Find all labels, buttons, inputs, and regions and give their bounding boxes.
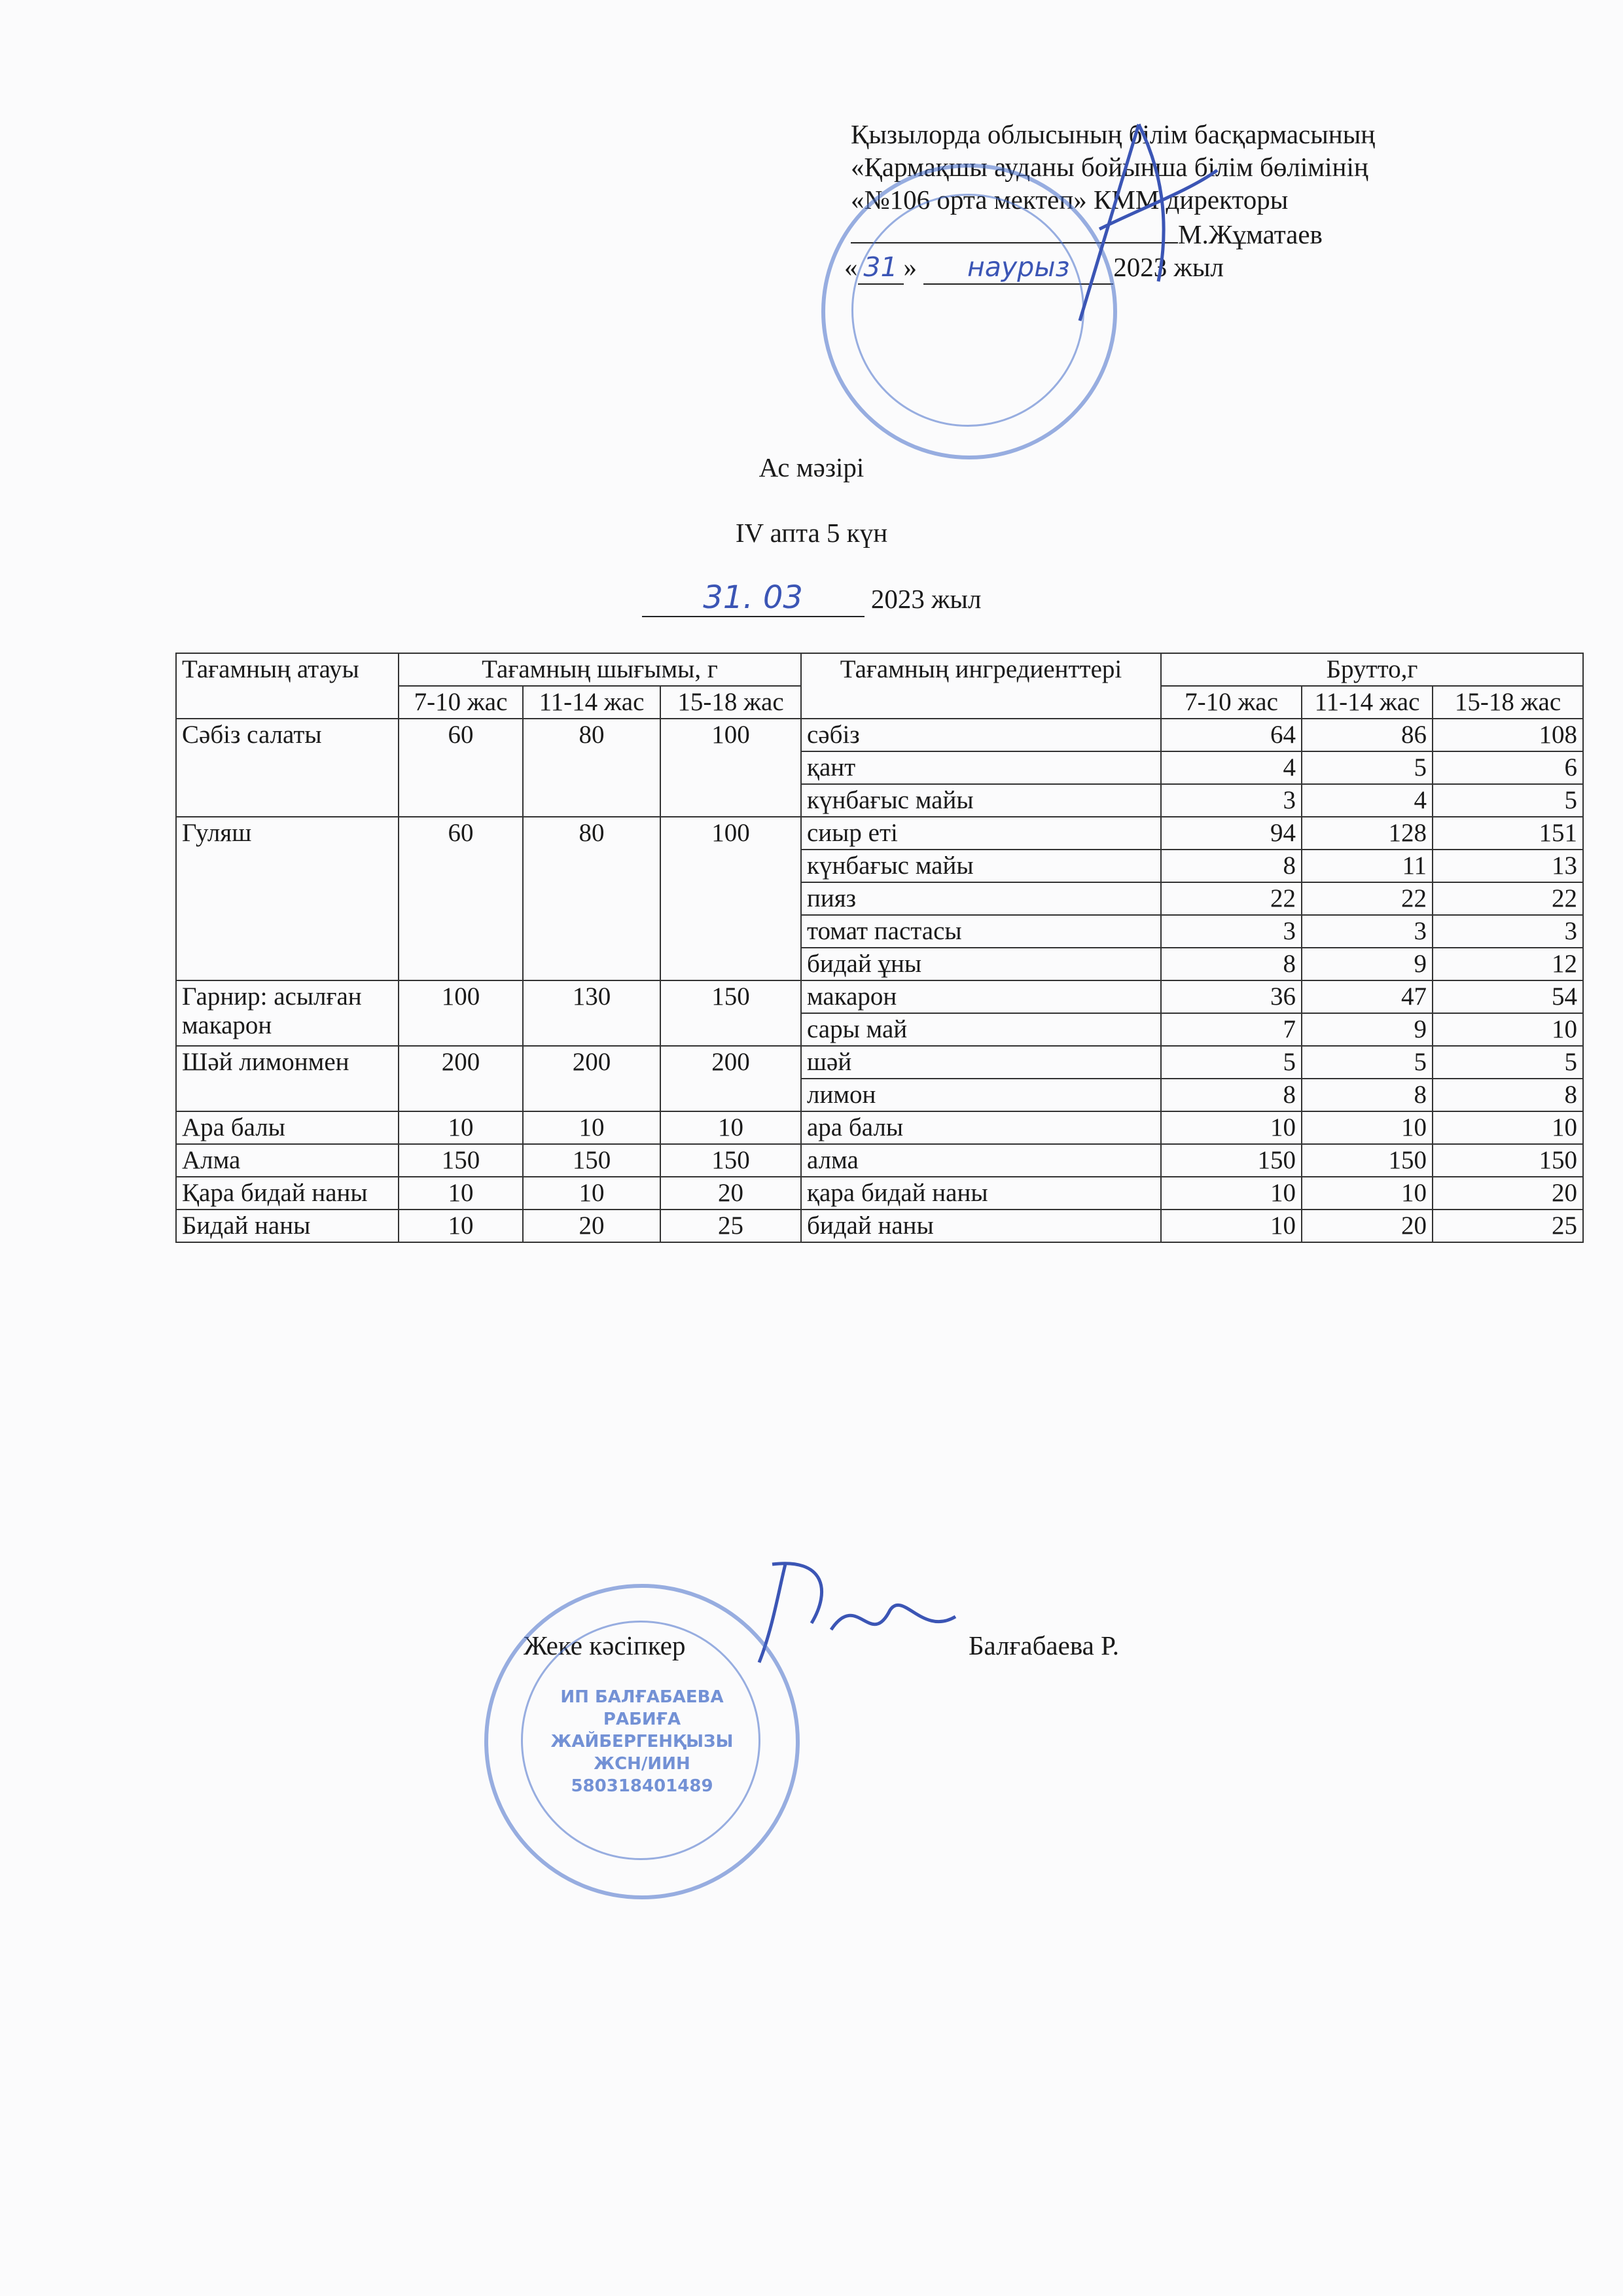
ingredient-brutto: 8 (1161, 850, 1302, 882)
ingredient-name: томат пастасы (801, 915, 1161, 948)
ingredient-brutto: 94 (1161, 817, 1302, 850)
dish-name: Бидай наны (176, 1210, 399, 1242)
menu-table (175, 653, 1584, 1243)
dish-output: 150 (399, 1144, 523, 1177)
date-quote-close: » (903, 252, 917, 282)
ingredient-brutto: 5 (1433, 1046, 1583, 1079)
ingredient-brutto: 5 (1433, 784, 1583, 817)
dish-output: 10 (399, 1111, 523, 1144)
ingredient-brutto: 128 (1302, 817, 1433, 850)
ingredient-brutto: 12 (1433, 948, 1583, 980)
footer-name: Балғабаева Р. (969, 1630, 1120, 1660)
ingredient-brutto: 54 (1433, 980, 1583, 1013)
ingredient-brutto: 8 (1433, 1079, 1583, 1111)
ingredient-brutto: 22 (1302, 882, 1433, 915)
ingredient-brutto: 10 (1161, 1177, 1302, 1210)
header-output-age-15-18: 15-18 жас (660, 686, 801, 719)
dish-output: 60 (399, 817, 523, 980)
director-name: М.Жұматаев (1178, 219, 1323, 249)
ingredient-brutto: 3 (1302, 915, 1433, 948)
entrepreneur-stamp-text: ИП БАЛҒАБАЕВА РАБИҒА ЖАЙБЕРГЕНҚЫЗЫ ЖСН/ИИН 580318401489 (550, 1687, 734, 1796)
date-quote-open: « (844, 252, 858, 282)
ingredient-brutto: 150 (1161, 1144, 1302, 1177)
dish-output: 20 (660, 1177, 801, 1210)
table-header-row (176, 653, 1583, 686)
approval-line-3: «№106 орта мектеп» КММ директоры (851, 185, 1289, 215)
table-row (176, 1210, 1583, 1242)
dish-output: 200 (660, 1046, 801, 1111)
ingredient-brutto: 13 (1433, 850, 1583, 882)
ingredient-brutto: 108 (1433, 719, 1583, 751)
ingredient-name: қара бидай наны (801, 1177, 1161, 1210)
ingredient-brutto: 86 (1302, 719, 1433, 751)
approval-line-1: Қызылорда облысының білім басқармасының (851, 119, 1376, 149)
approval-year: 2023 жыл (1113, 252, 1224, 282)
ingredient-name: ара балы (801, 1111, 1161, 1144)
header-output: Тағамның шығымы, г (399, 653, 801, 686)
ingredient-brutto: 20 (1433, 1177, 1583, 1210)
dish-output: 100 (660, 817, 801, 980)
ingredient-brutto: 10 (1433, 1111, 1583, 1144)
week-day-label: IV апта 5 күн (735, 518, 888, 548)
dish-output: 150 (523, 1144, 660, 1177)
dish-name: Гарнир: асылған макарон (176, 980, 399, 1046)
ingredient-name: сәбіз (801, 719, 1161, 751)
dish-output: 10 (399, 1177, 523, 1210)
ingredient-name: лимон (801, 1079, 1161, 1111)
dish-output: 80 (523, 719, 660, 817)
dish-output: 10 (399, 1210, 523, 1242)
header-brutto-age-7-10: 7-10 жас (1161, 686, 1302, 719)
header-output-age-7-10: 7-10 жас (399, 686, 523, 719)
ingredient-brutto: 47 (1302, 980, 1433, 1013)
table-row (176, 1046, 1583, 1079)
ingredient-brutto: 3 (1161, 915, 1302, 948)
dish-output: 100 (660, 719, 801, 817)
ingredient-name: макарон (801, 980, 1161, 1013)
ingredient-brutto: 11 (1302, 850, 1433, 882)
ingredient-brutto: 9 (1302, 948, 1433, 980)
dish-output: 10 (523, 1111, 660, 1144)
ingredient-brutto: 22 (1433, 882, 1583, 915)
ingredient-name: сиыр еті (801, 817, 1161, 850)
dish-output: 20 (523, 1210, 660, 1242)
ingredient-brutto: 5 (1302, 1046, 1433, 1079)
menu-date-handwritten: 31. 03 (642, 579, 865, 617)
table-row (176, 1177, 1583, 1210)
menu-date (0, 579, 1623, 617)
ingredient-brutto: 5 (1161, 1046, 1302, 1079)
dish-output: 10 (660, 1111, 801, 1144)
ingredient-name: бидай наны (801, 1210, 1161, 1242)
ingredient-brutto: 8 (1161, 1079, 1302, 1111)
entrepreneur-stamp (484, 1584, 800, 1899)
dish-output: 10 (523, 1177, 660, 1210)
ingredient-brutto: 36 (1161, 980, 1302, 1013)
dish-output: 200 (399, 1046, 523, 1111)
ingredient-name: шәй (801, 1046, 1161, 1079)
ingredient-brutto: 151 (1433, 817, 1583, 850)
ingredient-brutto: 3 (1161, 784, 1302, 817)
ingredient-name: алма (801, 1144, 1161, 1177)
ingredient-brutto: 8 (1161, 948, 1302, 980)
approval-day: 31 (858, 251, 904, 285)
dish-name: Ара балы (176, 1111, 399, 1144)
ingredient-brutto: 22 (1161, 882, 1302, 915)
ingredient-name: бидай ұны (801, 948, 1161, 980)
dish-output: 150 (660, 1144, 801, 1177)
ingredient-brutto: 9 (1302, 1013, 1433, 1046)
table-row (176, 817, 1583, 850)
ingredient-brutto: 10 (1302, 1111, 1433, 1144)
ingredient-brutto: 5 (1302, 751, 1433, 784)
table-row (176, 719, 1583, 751)
header-brutto-age-11-14: 11-14 жас (1302, 686, 1433, 719)
ingredient-brutto: 10 (1161, 1210, 1302, 1242)
footer-role: Жеке кәсіпкер (524, 1630, 686, 1660)
approval-month: наурыз (923, 251, 1113, 285)
ingredient-brutto: 4 (1161, 751, 1302, 784)
ingredient-brutto: 7 (1161, 1013, 1302, 1046)
table-row (176, 980, 1583, 1013)
dish-output: 80 (523, 817, 660, 980)
ingredient-brutto: 10 (1302, 1177, 1433, 1210)
ingredient-brutto: 3 (1433, 915, 1583, 948)
dish-name: Қара бидай наны (176, 1177, 399, 1210)
ingredient-brutto: 4 (1302, 784, 1433, 817)
dish-name: Гуляш (176, 817, 399, 980)
ingredient-name: күнбағыс майы (801, 784, 1161, 817)
ingredient-name: сары май (801, 1013, 1161, 1046)
menu-date-year: 2023 жыл (870, 584, 982, 614)
dish-output: 150 (660, 980, 801, 1046)
ingredient-brutto: 150 (1302, 1144, 1433, 1177)
menu-table-body (176, 719, 1583, 1242)
header-dish-name: Тағамның атауы (176, 653, 399, 719)
ingredient-brutto: 150 (1433, 1144, 1583, 1177)
ingredient-name: қант (801, 751, 1161, 784)
ingredient-name: күнбағыс майы (801, 850, 1161, 882)
dish-output: 200 (523, 1046, 660, 1111)
ingredient-brutto: 10 (1433, 1013, 1583, 1046)
header-brutto-age-15-18: 15-18 жас (1433, 686, 1583, 719)
approval-line-2: «Қармақшы ауданы бойынша білім бөлімінің (851, 152, 1368, 182)
ingredient-brutto: 6 (1433, 751, 1583, 784)
dish-output: 130 (523, 980, 660, 1046)
ingredient-brutto: 10 (1161, 1111, 1302, 1144)
ingredient-brutto: 8 (1302, 1079, 1433, 1111)
dish-name: Алма (176, 1144, 399, 1177)
page-title: Ас мәзірі (758, 452, 865, 482)
table-row (176, 1144, 1583, 1177)
ingredient-brutto: 20 (1302, 1210, 1433, 1242)
ingredient-brutto: 64 (1161, 719, 1302, 751)
dish-output: 25 (660, 1210, 801, 1242)
dish-output: 100 (399, 980, 523, 1046)
dish-name: Шәй лимонмен (176, 1046, 399, 1111)
school-stamp-inner-ring (851, 194, 1084, 427)
director-signature (1060, 111, 1230, 327)
ingredient-brutto: 25 (1433, 1210, 1583, 1242)
header-ingredients: Тағамның ингредиенттері (801, 653, 1161, 719)
table-row (176, 1111, 1583, 1144)
dish-output: 60 (399, 719, 523, 817)
header-output-age-11-14: 11-14 жас (523, 686, 660, 719)
ingredient-name: пияз (801, 882, 1161, 915)
header-brutto: Брутто,г (1161, 653, 1583, 686)
dish-name: Сәбіз салаты (176, 719, 399, 817)
